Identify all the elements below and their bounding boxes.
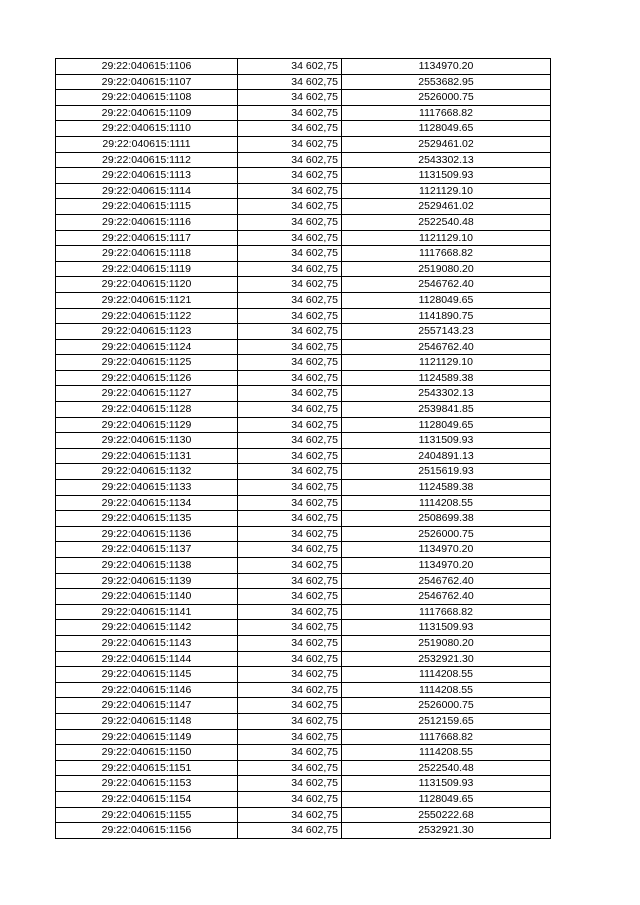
value-cell: 1114208.55	[342, 745, 551, 761]
area-cell: 34 602,75	[238, 433, 342, 449]
area-cell: 34 602,75	[238, 589, 342, 605]
area-cell: 34 602,75	[238, 651, 342, 667]
cadastral-number-cell: 29:22:040615:1129	[56, 417, 238, 433]
area-cell: 34 602,75	[238, 745, 342, 761]
cadastral-number-cell: 29:22:040615:1137	[56, 542, 238, 558]
table-row	[56, 526, 551, 542]
cadastral-number-cell: 29:22:040615:1149	[56, 729, 238, 745]
table-row	[56, 59, 551, 75]
table-row	[56, 230, 551, 246]
table-row	[56, 651, 551, 667]
table-row	[56, 214, 551, 230]
area-cell: 34 602,75	[238, 230, 342, 246]
area-cell: 34 602,75	[238, 667, 342, 683]
area-cell: 34 602,75	[238, 339, 342, 355]
area-cell: 34 602,75	[238, 729, 342, 745]
value-cell: 1128049.65	[342, 791, 551, 807]
table-row	[56, 620, 551, 636]
area-cell: 34 602,75	[238, 713, 342, 729]
cadastral-number-cell: 29:22:040615:1138	[56, 558, 238, 574]
table-row	[56, 183, 551, 199]
cadastral-value-table	[55, 58, 551, 839]
table-row	[56, 402, 551, 418]
value-cell: 2543302.13	[342, 152, 551, 168]
value-cell: 1131509.93	[342, 433, 551, 449]
cadastral-number-cell: 29:22:040615:1107	[56, 74, 238, 90]
area-cell: 34 602,75	[238, 199, 342, 215]
area-cell: 34 602,75	[238, 152, 342, 168]
area-cell: 34 602,75	[238, 682, 342, 698]
table-row	[56, 589, 551, 605]
value-cell: 2404891.13	[342, 448, 551, 464]
table-row	[56, 74, 551, 90]
cadastral-number-cell: 29:22:040615:1139	[56, 573, 238, 589]
value-cell: 2522540.48	[342, 760, 551, 776]
value-cell: 1117668.82	[342, 246, 551, 262]
table-row	[56, 292, 551, 308]
area-cell: 34 602,75	[238, 292, 342, 308]
area-cell: 34 602,75	[238, 791, 342, 807]
table-row	[56, 105, 551, 121]
value-cell: 1128049.65	[342, 292, 551, 308]
table-row	[56, 417, 551, 433]
area-cell: 34 602,75	[238, 277, 342, 293]
area-cell: 34 602,75	[238, 573, 342, 589]
table-row	[56, 807, 551, 823]
value-cell: 1117668.82	[342, 729, 551, 745]
value-cell: 1121129.10	[342, 183, 551, 199]
value-cell: 1134970.20	[342, 558, 551, 574]
table-row	[56, 308, 551, 324]
cadastral-number-cell: 29:22:040615:1151	[56, 760, 238, 776]
value-cell: 1141890.75	[342, 308, 551, 324]
cadastral-number-cell: 29:22:040615:1125	[56, 355, 238, 371]
area-cell: 34 602,75	[238, 526, 342, 542]
value-cell: 2532921.30	[342, 651, 551, 667]
document-page	[55, 58, 550, 839]
value-cell: 1134970.20	[342, 59, 551, 75]
cadastral-number-cell: 29:22:040615:1124	[56, 339, 238, 355]
value-cell: 1134970.20	[342, 542, 551, 558]
value-cell: 2546762.40	[342, 277, 551, 293]
cadastral-number-cell: 29:22:040615:1135	[56, 511, 238, 527]
cadastral-number-cell: 29:22:040615:1117	[56, 230, 238, 246]
area-cell: 34 602,75	[238, 246, 342, 262]
value-cell: 1131509.93	[342, 776, 551, 792]
area-cell: 34 602,75	[238, 90, 342, 106]
value-cell: 2526000.75	[342, 526, 551, 542]
table-row	[56, 667, 551, 683]
cadastral-number-cell: 29:22:040615:1116	[56, 214, 238, 230]
value-cell: 1117668.82	[342, 105, 551, 121]
area-cell: 34 602,75	[238, 59, 342, 75]
table-row	[56, 448, 551, 464]
area-cell: 34 602,75	[238, 542, 342, 558]
value-cell: 2515619.93	[342, 464, 551, 480]
area-cell: 34 602,75	[238, 105, 342, 121]
area-cell: 34 602,75	[238, 495, 342, 511]
table-row	[56, 823, 551, 839]
table-row	[56, 635, 551, 651]
table-row	[56, 168, 551, 184]
value-cell: 1121129.10	[342, 355, 551, 371]
cadastral-number-cell: 29:22:040615:1120	[56, 277, 238, 293]
table-row	[56, 370, 551, 386]
cadastral-number-cell: 29:22:040615:1123	[56, 324, 238, 340]
area-cell: 34 602,75	[238, 635, 342, 651]
value-cell: 1131509.93	[342, 168, 551, 184]
table-row	[56, 558, 551, 574]
cadastral-number-cell: 29:22:040615:1142	[56, 620, 238, 636]
area-cell: 34 602,75	[238, 386, 342, 402]
value-cell: 2546762.40	[342, 589, 551, 605]
value-cell: 1124589.38	[342, 480, 551, 496]
area-cell: 34 602,75	[238, 480, 342, 496]
value-cell: 1114208.55	[342, 667, 551, 683]
table-row	[56, 698, 551, 714]
table-row	[56, 729, 551, 745]
value-cell: 2543302.13	[342, 386, 551, 402]
cadastral-number-cell: 29:22:040615:1147	[56, 698, 238, 714]
area-cell: 34 602,75	[238, 511, 342, 527]
area-cell: 34 602,75	[238, 168, 342, 184]
table-row	[56, 339, 551, 355]
area-cell: 34 602,75	[238, 604, 342, 620]
table-row	[56, 776, 551, 792]
cadastral-number-cell: 29:22:040615:1143	[56, 635, 238, 651]
cadastral-number-cell: 29:22:040615:1156	[56, 823, 238, 839]
value-cell: 2546762.40	[342, 339, 551, 355]
table-row	[56, 573, 551, 589]
cadastral-number-cell: 29:22:040615:1127	[56, 386, 238, 402]
cadastral-number-cell: 29:22:040615:1126	[56, 370, 238, 386]
table-row	[56, 604, 551, 620]
cadastral-number-cell: 29:22:040615:1122	[56, 308, 238, 324]
value-cell: 1114208.55	[342, 682, 551, 698]
table-row	[56, 433, 551, 449]
area-cell: 34 602,75	[238, 417, 342, 433]
cadastral-number-cell: 29:22:040615:1134	[56, 495, 238, 511]
cadastral-number-cell: 29:22:040615:1130	[56, 433, 238, 449]
cadastral-number-cell: 29:22:040615:1155	[56, 807, 238, 823]
table-row	[56, 261, 551, 277]
cadastral-number-cell: 29:22:040615:1153	[56, 776, 238, 792]
value-cell: 2553682.95	[342, 74, 551, 90]
table-row	[56, 511, 551, 527]
value-cell: 2526000.75	[342, 90, 551, 106]
cadastral-number-cell: 29:22:040615:1131	[56, 448, 238, 464]
table-row	[56, 713, 551, 729]
area-cell: 34 602,75	[238, 698, 342, 714]
cadastral-number-cell: 29:22:040615:1148	[56, 713, 238, 729]
cadastral-number-cell: 29:22:040615:1146	[56, 682, 238, 698]
table-row	[56, 386, 551, 402]
value-cell: 1121129.10	[342, 230, 551, 246]
cadastral-number-cell: 29:22:040615:1108	[56, 90, 238, 106]
area-cell: 34 602,75	[238, 558, 342, 574]
area-cell: 34 602,75	[238, 74, 342, 90]
table-row	[56, 682, 551, 698]
table-row	[56, 745, 551, 761]
area-cell: 34 602,75	[238, 355, 342, 371]
value-cell: 2519080.20	[342, 635, 551, 651]
table-row	[56, 760, 551, 776]
cadastral-number-cell: 29:22:040615:1106	[56, 59, 238, 75]
table-row	[56, 324, 551, 340]
cadastral-number-cell: 29:22:040615:1110	[56, 121, 238, 137]
area-cell: 34 602,75	[238, 402, 342, 418]
cadastral-number-cell: 29:22:040615:1154	[56, 791, 238, 807]
area-cell: 34 602,75	[238, 448, 342, 464]
cadastral-number-cell: 29:22:040615:1128	[56, 402, 238, 418]
area-cell: 34 602,75	[238, 464, 342, 480]
value-cell: 2532921.30	[342, 823, 551, 839]
table-row	[56, 136, 551, 152]
value-cell: 2539841.85	[342, 402, 551, 418]
cadastral-number-cell: 29:22:040615:1111	[56, 136, 238, 152]
value-cell: 2508699.38	[342, 511, 551, 527]
area-cell: 34 602,75	[238, 823, 342, 839]
value-cell: 2557143.23	[342, 324, 551, 340]
value-cell: 2522540.48	[342, 214, 551, 230]
value-cell: 1128049.65	[342, 121, 551, 137]
table-row	[56, 246, 551, 262]
table-row	[56, 277, 551, 293]
area-cell: 34 602,75	[238, 324, 342, 340]
cadastral-number-cell: 29:22:040615:1133	[56, 480, 238, 496]
cadastral-number-cell: 29:22:040615:1150	[56, 745, 238, 761]
value-cell: 1128049.65	[342, 417, 551, 433]
table-row	[56, 791, 551, 807]
table-row	[56, 542, 551, 558]
value-cell: 2550222.68	[342, 807, 551, 823]
area-cell: 34 602,75	[238, 620, 342, 636]
cadastral-number-cell: 29:22:040615:1119	[56, 261, 238, 277]
table-row	[56, 495, 551, 511]
cadastral-number-cell: 29:22:040615:1144	[56, 651, 238, 667]
value-cell: 2519080.20	[342, 261, 551, 277]
area-cell: 34 602,75	[238, 760, 342, 776]
value-cell: 2529461.02	[342, 199, 551, 215]
table-row	[56, 480, 551, 496]
value-cell: 2512159.65	[342, 713, 551, 729]
area-cell: 34 602,75	[238, 136, 342, 152]
cadastral-number-cell: 29:22:040615:1141	[56, 604, 238, 620]
area-cell: 34 602,75	[238, 308, 342, 324]
cadastral-number-cell: 29:22:040615:1118	[56, 246, 238, 262]
value-cell: 2529461.02	[342, 136, 551, 152]
cadastral-number-cell: 29:22:040615:1136	[56, 526, 238, 542]
area-cell: 34 602,75	[238, 370, 342, 386]
value-cell: 2546762.40	[342, 573, 551, 589]
cadastral-number-cell: 29:22:040615:1113	[56, 168, 238, 184]
table-row	[56, 90, 551, 106]
table-row	[56, 464, 551, 480]
area-cell: 34 602,75	[238, 261, 342, 277]
cadastral-number-cell: 29:22:040615:1132	[56, 464, 238, 480]
value-cell: 1117668.82	[342, 604, 551, 620]
table-body	[56, 59, 551, 839]
cadastral-number-cell: 29:22:040615:1140	[56, 589, 238, 605]
cadastral-number-cell: 29:22:040615:1145	[56, 667, 238, 683]
cadastral-number-cell: 29:22:040615:1115	[56, 199, 238, 215]
value-cell: 1124589.38	[342, 370, 551, 386]
area-cell: 34 602,75	[238, 807, 342, 823]
cadastral-number-cell: 29:22:040615:1109	[56, 105, 238, 121]
value-cell: 1114208.55	[342, 495, 551, 511]
value-cell: 2526000.75	[342, 698, 551, 714]
area-cell: 34 602,75	[238, 183, 342, 199]
area-cell: 34 602,75	[238, 121, 342, 137]
table-row	[56, 121, 551, 137]
table-row	[56, 355, 551, 371]
table-row	[56, 199, 551, 215]
cadastral-number-cell: 29:22:040615:1114	[56, 183, 238, 199]
cadastral-number-cell: 29:22:040615:1121	[56, 292, 238, 308]
value-cell: 1131509.93	[342, 620, 551, 636]
area-cell: 34 602,75	[238, 776, 342, 792]
area-cell: 34 602,75	[238, 214, 342, 230]
table-row	[56, 152, 551, 168]
cadastral-number-cell: 29:22:040615:1112	[56, 152, 238, 168]
